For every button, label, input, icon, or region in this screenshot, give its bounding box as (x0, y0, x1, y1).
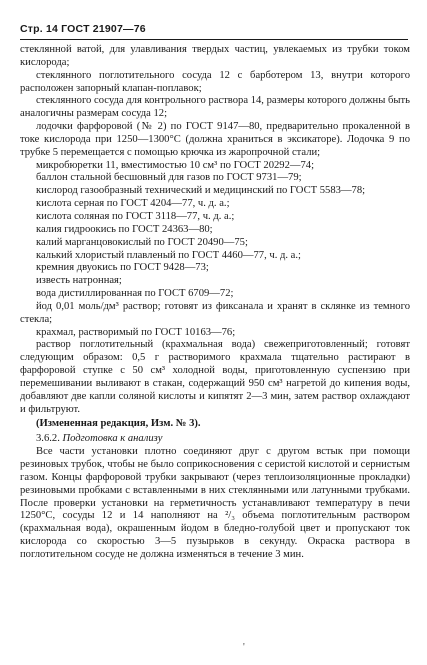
paragraph-17: крахмал, растворимый по ГОСТ 10163—76; (36, 326, 236, 338)
section-number: 3.6.2. (36, 433, 60, 445)
paragraph-9: кислота соляная по ГОСТ 3118—77, ч. д. а.; (36, 210, 235, 222)
paragraph-18: раствор поглотительный (крахмальная вода) свежеприготовленный; готовят следующим образом: 0,5 г растворимого крахмала тщательно растирают в фарфоровой ступке с 50 см³ холодной воды, приготовленную суспензию при перемешивании выливают в стакан, содержащий 950 см³ нагретой до кипения воды, добавляют две капли соляной кислоты и кипятят 2—3 мин, затем раствор охлаждают и фильтруют. (20, 339, 410, 415)
paragraph-12: калький хлористый плавленый по ГОСТ 4460—77, ч. д. а.; (36, 249, 301, 261)
paragraph-3: стеклянного сосуда для контрольного раствора 14, размеры которого должны быть аналогичны размерам сосуда 12; (20, 95, 410, 120)
paragraph-16: йод 0,01 моль/дм³ раствор; готовят из фиксанала и хранят в склянке из темного стекла; (20, 300, 410, 325)
footer-mark: ' (243, 642, 245, 653)
paragraph-15: вода дистиллированная по ГОСТ 6709—72; (36, 288, 234, 300)
paragraph-5: микробюретки 11, вместимостью 10 см³ по ГОСТ 20292—74; (36, 159, 315, 171)
paragraph-13: кремния двуокись по ГОСТ 9428—73; (36, 262, 209, 274)
paragraph-11: калий марганцовокислый по ГОСТ 20490—75; (36, 236, 248, 248)
header-rule (20, 39, 408, 40)
paragraph-7: кислород газообразный технический и медицинский по ГОСТ 5583—78; (36, 185, 366, 197)
section-title: Подготовка к анализу (62, 433, 163, 445)
page-header: Стр. 14 ГОСТ 21907—76 (20, 23, 146, 35)
paragraph-4: лодочки фарфоровой (№ 2) по ГОСТ 9147—80, предварительно прокаленной в токе кислорода при 1250—1300°С (должна храниться в эксикаторе). Лодочка 9 по трубке 5 перемещается с помощью крючка из жаропрочной стали; (20, 121, 410, 158)
section-heading (20, 433, 410, 446)
paragraph-2: стеклянного поглотительного сосуда 12 с барботером 13, внутри которого расположен запорный клапан-поплавок; (20, 69, 410, 94)
paragraph-1: стеклянной ватой, для улавливания твердых частиц, увлекаемых из трубки током кислорода; (20, 44, 410, 68)
paragraph-6: баллон стальной бесшовный для газов по ГОСТ 9731—79; (36, 172, 302, 184)
edition-note: (Измененная редакция, Изм. № 3). (36, 418, 201, 430)
section-text: Все части установки плотно соединяют друг с другом встык при помощи резиновых трубок, чтобы не было соприкосновения с серистой кислотой и сернистым газом. Концы фарфоровой трубки закрывают (через теплоизоляционные прокладки) резиновыми пробками с вставленными в них стеклянными или латунными трубками. После проверки установки на герметичность устанавливают температуру в печи 1250°С, сосуды 12 и 14 наполняют на ²/₃ объема поглотительным раствором (крахмальная вода), окрашенным йодом в бледно-голубой цвет и пропускают ток кислорода со скоростью 3—5 пузырьков в секунду. Окраска раствора в поглотительном сосуде не должна изменяться в течение 3 мин. (20, 446, 410, 560)
paragraph-14: известь натронная; (36, 275, 122, 287)
document-body (20, 44, 410, 562)
paragraph-10: калия гидроокись по ГОСТ 24363—80; (36, 223, 213, 235)
paragraph-8: кислота серная по ГОСТ 4204—77, ч. д. а.; (36, 198, 230, 210)
